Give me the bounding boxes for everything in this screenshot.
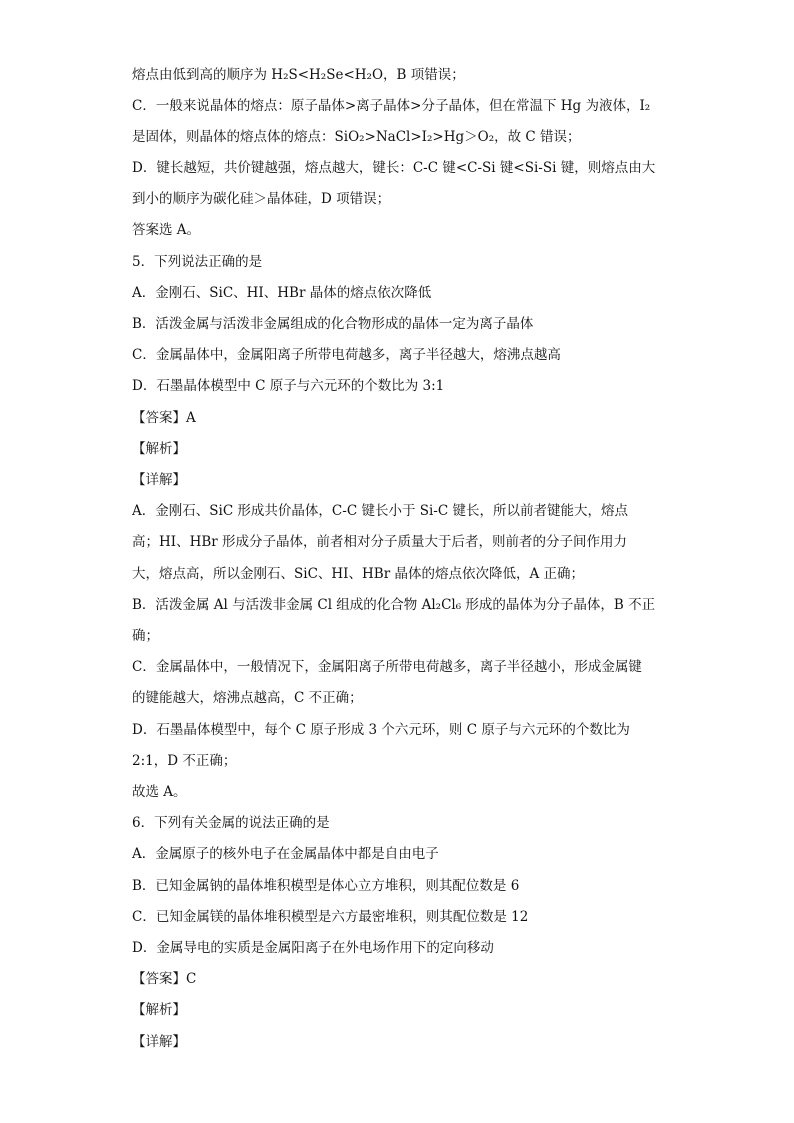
text-line: D．键长越短，共价键越强，熔点越大，键长：C-C 键<C-Si 键<Si-Si 键，则熔点由大 <box>132 160 656 176</box>
answer-label: 【答案】C <box>132 971 197 987</box>
answer-label: 【答案】A <box>132 410 196 426</box>
text-line: 确； <box>132 628 159 644</box>
text-line: D．石墨晶体模型中，每个 C 原子形成 3 个六元环，则 C 原子与六元环的个数比为 <box>132 722 630 738</box>
option-b: B．活泼金属与活泼非金属组成的化合物形成的晶体一定为离子晶体 <box>132 316 534 332</box>
text-line: 是固体，则晶体的熔点体的熔点：SiO₂>NaCl>I₂>Hg＞O₂，故 C 错误； <box>132 129 581 145</box>
option-c: C．已知金属镁的晶体堆积模型是六方最密堆积，则其配位数是 12 <box>132 909 529 925</box>
question-5-stem: 5．下列说法正确的是 <box>132 254 263 270</box>
text-line: A．金刚石、SiC 形成共价晶体，C-C 键长小于 Si-C 键长，所以前者键能大，熔点 <box>132 503 628 519</box>
text-line: 的键能越大，熔沸点越高，C 不正确； <box>132 690 363 706</box>
analysis-label: 【解析】 <box>132 1002 186 1018</box>
text-line: 答案选 A。 <box>132 222 201 238</box>
text-line: 高；HI、HBr 形成分子晶体，前者相对分子质量大于后者，则前者的分子间作用力 <box>132 534 628 550</box>
text-line: 大，熔点高，所以金刚石、SiC、HI、HBr 晶体的熔点依次降低，A 正确； <box>132 566 584 582</box>
text-line: 故选 A。 <box>132 784 187 800</box>
option-b: B．已知金属钠的晶体堆积模型是体心立方堆积，则其配位数是 6 <box>132 878 520 894</box>
detail-label: 【详解】 <box>132 1034 186 1050</box>
text-line: 到小的顺序为碳化硅＞晶体硅，D 项错误； <box>132 191 391 207</box>
detail-label: 【详解】 <box>132 472 186 488</box>
text-line: C．金属晶体中，一般情况下，金属阳离子所带电荷越多，离子半径越小，形成金属键 <box>132 659 642 675</box>
text-line: C．一般来说晶体的熔点：原子晶体>离子晶体>分子晶体，但在常温下 Hg 为液体，I₂ <box>132 98 651 114</box>
analysis-label: 【解析】 <box>132 441 186 457</box>
option-d: D．金属导电的实质是金属阳离子在外电场作用下的定向移动 <box>132 940 494 956</box>
text-line: B．活泼金属 Al 与活泼非金属 Cl 组成的化合物 Al₂Cl₆ 形成的晶体为分子晶体，B 不正 <box>132 597 656 613</box>
text-line: 熔点由低到高的顺序为 H₂S<H₂Se<H₂O，B 项错误； <box>132 67 465 83</box>
option-c: C．金属晶体中，金属阳离子所带电荷越多，离子半径越大，熔沸点越高 <box>132 347 561 363</box>
option-d: D．石墨晶体模型中 C 原子与六元环的个数比为 3:1 <box>132 378 445 394</box>
option-a: A．金刚石、SiC、HI、HBr 晶体的熔点依次降低 <box>132 285 432 301</box>
text-line: 2:1，D 不正确； <box>132 753 237 769</box>
option-a: A．金属原子的核外电子在金属晶体中都是自由电子 <box>132 846 439 862</box>
question-6-stem: 6．下列有关金属的说法正确的是 <box>132 815 330 831</box>
